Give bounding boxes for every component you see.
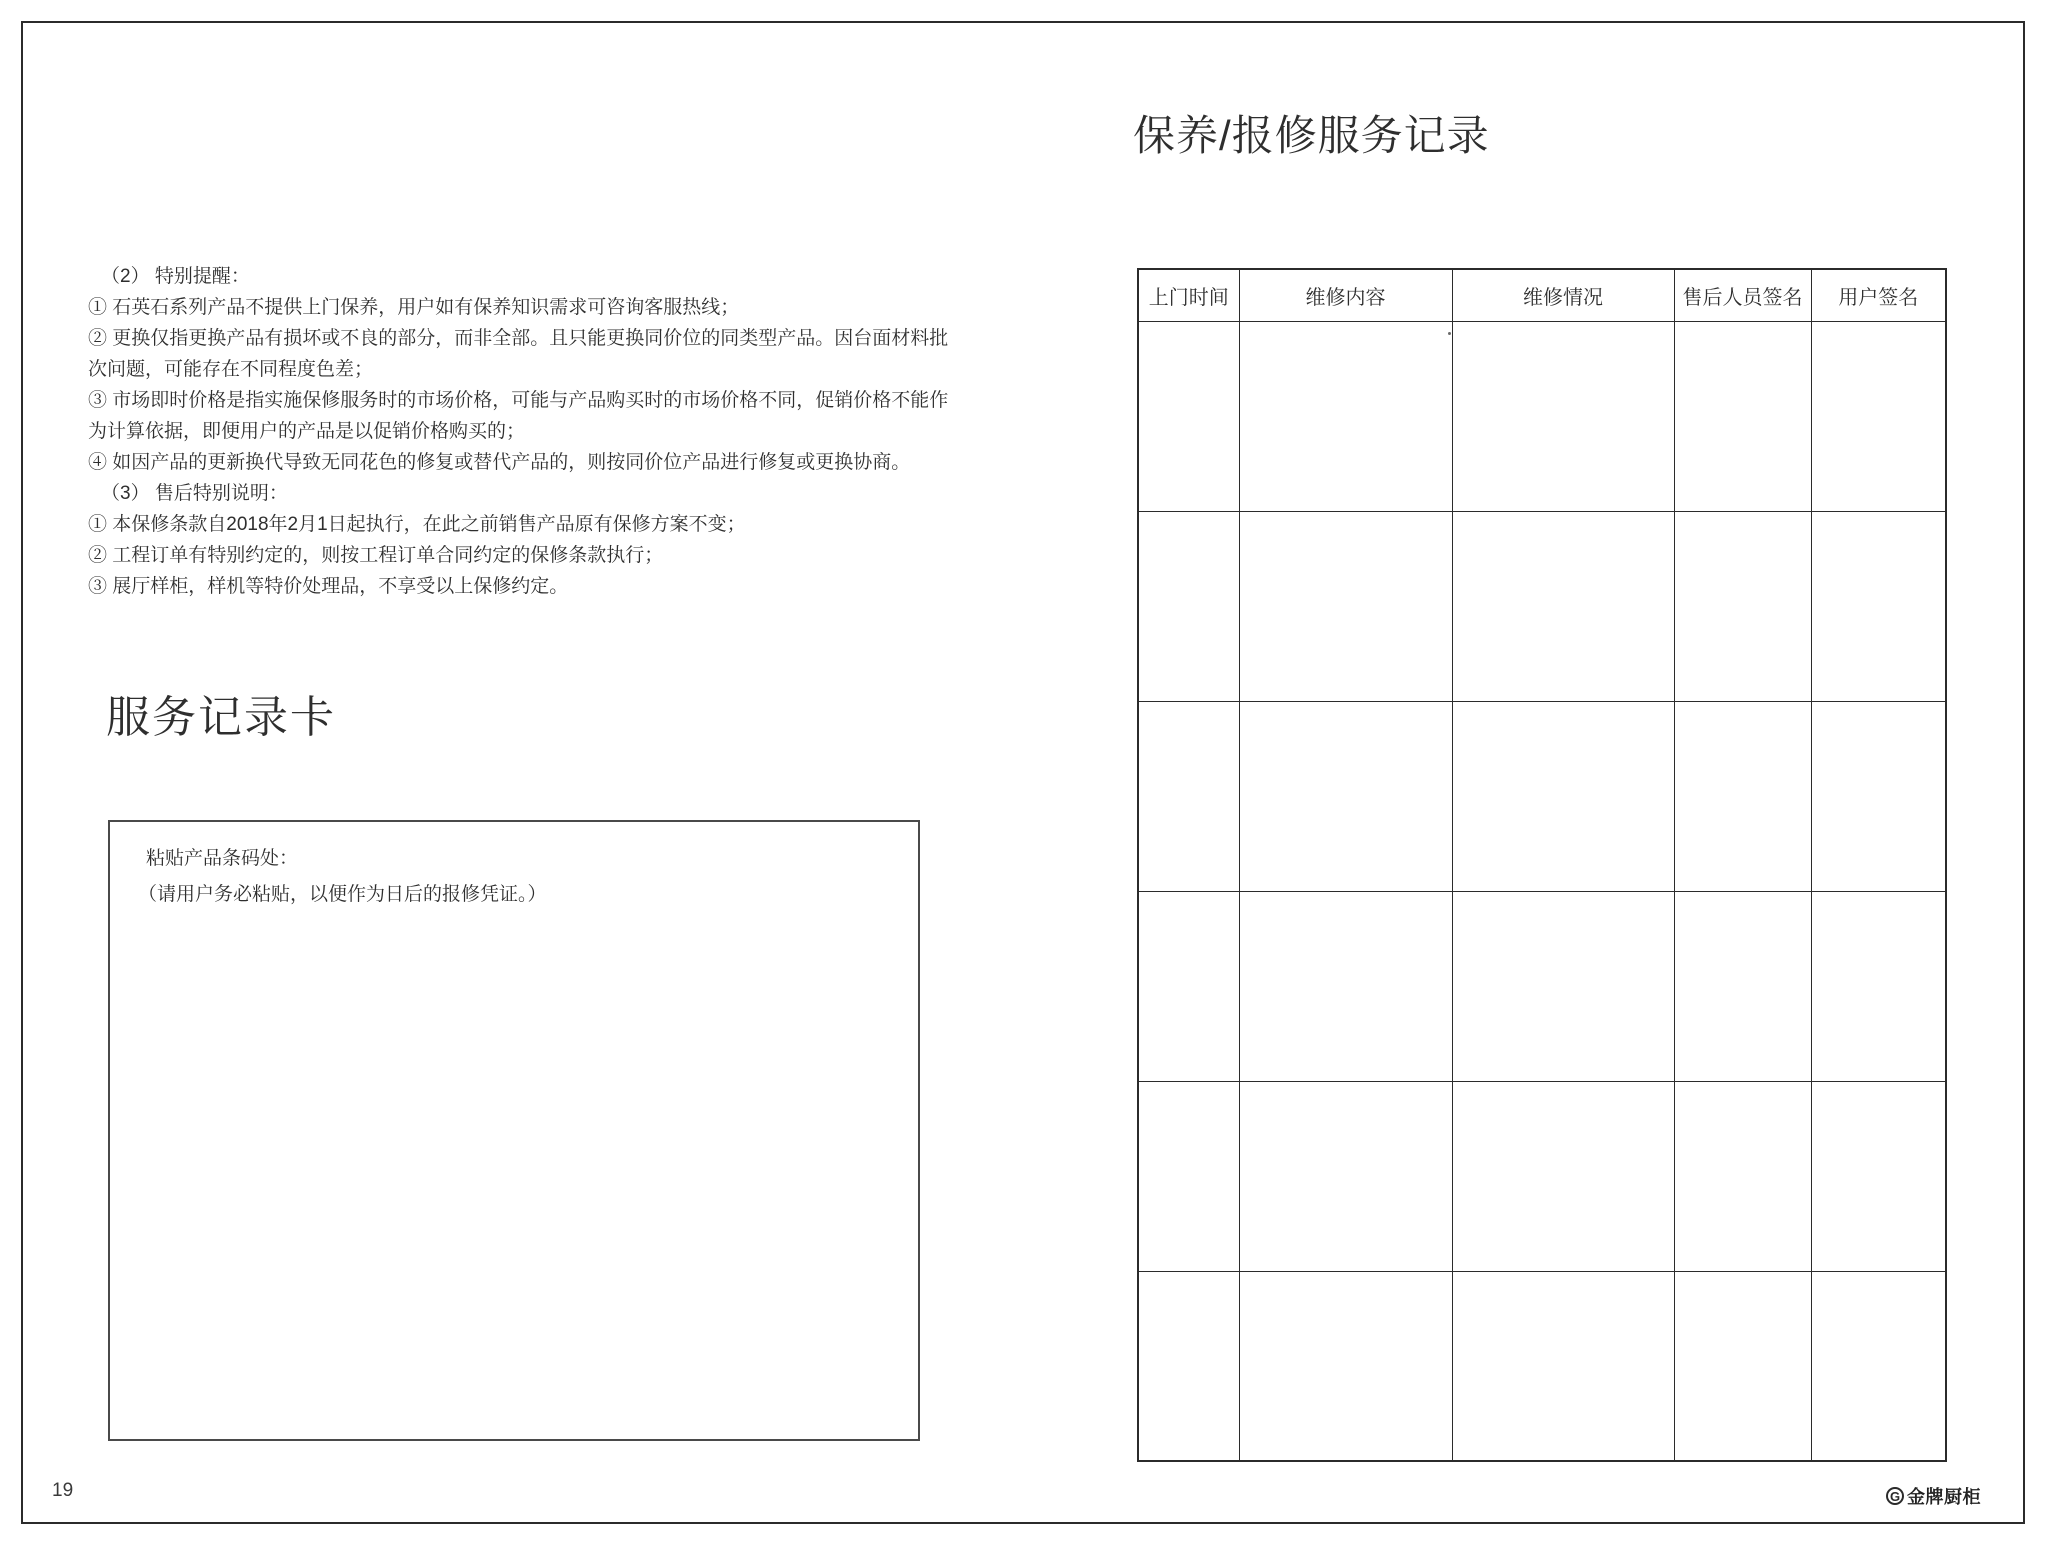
table-cell <box>1239 511 1452 701</box>
table-cell <box>1674 321 1811 511</box>
table-row <box>1138 701 1946 891</box>
table-cell <box>1811 891 1946 1081</box>
table-cell <box>1674 701 1811 891</box>
brand-name: 金牌厨柜 <box>1907 1487 1981 1507</box>
table-cell <box>1452 321 1674 511</box>
brand-logo <box>1886 1484 1981 1508</box>
page-number: 19 <box>52 1480 74 1501</box>
table-row <box>1138 1081 1946 1271</box>
record-title: 保养/报修服务记录 <box>1133 112 1490 159</box>
note-line: 次问题，可能存在不同程度色差； <box>88 359 374 380</box>
table-cell <box>1811 321 1946 511</box>
note-line: ④ 如因产品的更新换代导致无同花色的修复或替代产品的，则按同价位产品进行修复或更换协商。 <box>88 452 911 473</box>
table-cell <box>1239 891 1452 1081</box>
table-cell <box>1452 1081 1674 1271</box>
warranty-notes <box>88 261 1028 602</box>
note-line: ② 更换仅指更换产品有损坏或不良的部分，而非全部。且只能更换同价位的同类型产品。因台面材料批 <box>88 328 949 349</box>
table-row <box>1138 511 1946 701</box>
table-cell <box>1138 321 1239 511</box>
service-card-heading: 服务记录卡 <box>106 693 336 742</box>
table-cell <box>1138 891 1239 1081</box>
ink-speck <box>1448 332 1451 335</box>
table-cell <box>1811 1081 1946 1271</box>
table-cell <box>1239 701 1452 891</box>
table-cell <box>1138 1081 1239 1271</box>
table-cell <box>1138 511 1239 701</box>
table-cell <box>1239 1081 1452 1271</box>
note-line: （2） 特别提醒： <box>101 266 250 287</box>
note-line: ③ 市场即时价格是指实施保修服务时的市场价格，可能与产品购买时的市场价格不同，促销价格不能作 <box>88 390 949 411</box>
table-cell <box>1138 701 1239 891</box>
table-cell <box>1674 891 1811 1081</box>
note-line: ③ 展厅样柜，样机等特价处理品，不享受以上保修约定。 <box>88 576 569 597</box>
brand-g-icon: G <box>1886 1487 1904 1505</box>
barcode-note: （请用户务必粘贴，以便作为日后的报修凭证。） <box>138 884 547 905</box>
barcode-sticker-box <box>108 820 920 1441</box>
table-cell <box>1452 891 1674 1081</box>
service-record-table <box>1137 268 1947 1462</box>
col-header-staff-signature: 售后人员签名 <box>1674 269 1811 321</box>
note-line: ① 石英石系列产品不提供上门保养，用户如有保养知识需求可咨询客服热线； <box>88 297 740 318</box>
table-header-row <box>1138 269 1946 321</box>
table-cell <box>1138 1271 1239 1461</box>
note-line: （3） 售后特别说明： <box>101 483 288 504</box>
barcode-label: 粘贴产品条码处： <box>146 848 299 869</box>
table-row <box>1138 321 1946 511</box>
col-header-visit-time: 上门时间 <box>1138 269 1239 321</box>
table-cell <box>1811 511 1946 701</box>
table-cell <box>1674 1271 1811 1461</box>
table-cell <box>1811 1271 1946 1461</box>
table-row <box>1138 1271 1946 1461</box>
table-cell <box>1811 701 1946 891</box>
table-cell <box>1674 1081 1811 1271</box>
table-row <box>1138 891 1946 1081</box>
table-cell <box>1239 321 1452 511</box>
col-header-repair-content: 维修内容 <box>1239 269 1452 321</box>
note-line: 为计算依据，即便用户的产品是以促销价格购买的； <box>88 421 526 442</box>
col-header-repair-status: 维修情况 <box>1452 269 1674 321</box>
table-cell <box>1452 701 1674 891</box>
note-line: ① 本保修条款自2018年2月1日起执行，在此之前销售产品原有保修方案不变； <box>88 514 746 535</box>
note-line: ② 工程订单有特别约定的，则按工程订单合同约定的保修条款执行； <box>88 545 664 566</box>
table-cell <box>1674 511 1811 701</box>
table-cell <box>1239 1271 1452 1461</box>
table-cell <box>1452 511 1674 701</box>
table-cell <box>1452 1271 1674 1461</box>
col-header-user-signature: 用户签名 <box>1811 269 1946 321</box>
